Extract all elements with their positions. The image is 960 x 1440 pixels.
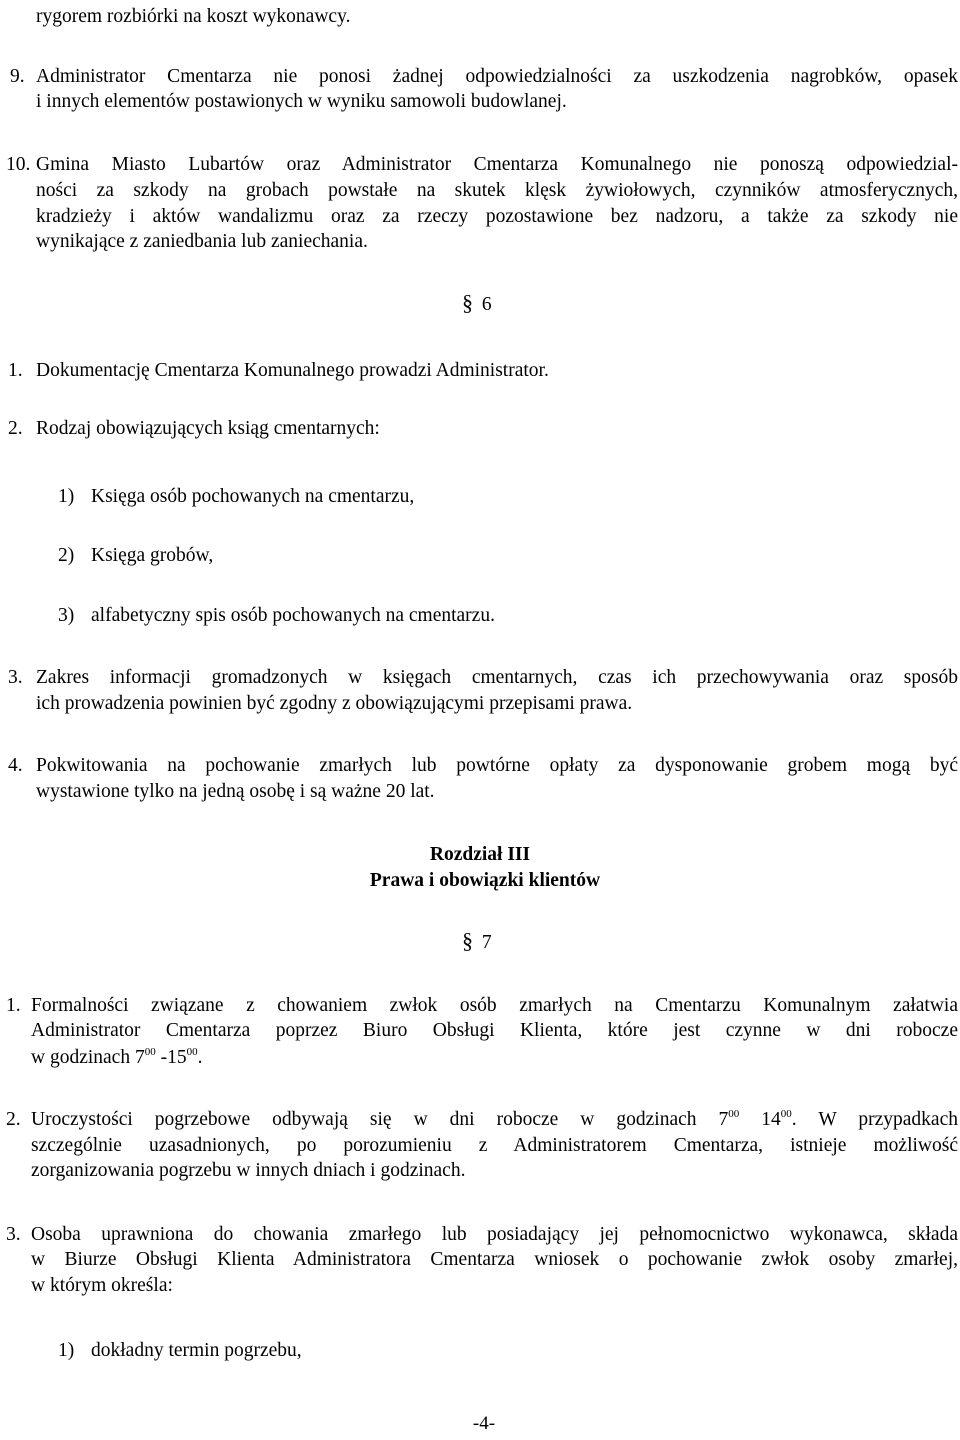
list-item-number: 2) — [58, 545, 75, 566]
section-6-point-3-line: ich prowadzenia powinien być zgodny z obowiązującymi przepisami prawa. — [36, 693, 633, 714]
section-number: 6 — [481, 294, 492, 315]
section-heading-7 — [462, 928, 492, 956]
list-item-number: 3) — [58, 605, 75, 626]
list-item: alfabetyczny spis osób pochowanych na cmentarzu. — [91, 605, 495, 626]
section-7-point-2-line: Uroczystości pogrzebowe odbywają się w dni robocze w godzinach $7^{00}$ $14^{00}$. W przypadkach — [31, 1108, 958, 1130]
section-7-point-1-line: Formalności związane z chowaniem zwłok osób zmarłych na Cmentarzu Komunalnym załatwia — [31, 995, 958, 1016]
paragraph-9-line: Administrator Cmentarza nie ponosi żadnej odpowiedzialności za uszkodzenia nagrobków, opasek — [36, 66, 958, 87]
point-number: 4. — [8, 755, 23, 776]
section-7-point-3-line: w Biurze Obsługi Klienta Administratora Cmentarza wniosek o pochowanie zwłok osoby zmarłej, — [31, 1249, 958, 1270]
list-item: dokładny termin pogrzebu, — [91, 1340, 302, 1361]
section-6-point-4-line: Pokwitowania na pochowanie zmarłych lub powtórne opłaty za dysponowanie grobem mogą być — [36, 755, 958, 776]
section-7-point-3-line: w którym określa: — [31, 1275, 173, 1296]
list-item-number: 1) — [58, 1340, 75, 1361]
point-number: 2. — [6, 1109, 21, 1130]
point-number: 1. — [6, 995, 21, 1016]
section-7-point-1-line: w godzinach $7^{00}$ $-15^{00}$. — [31, 1046, 203, 1068]
section-number: 7 — [481, 932, 492, 953]
paragraph-10-line: ności za szkody na grobach powstałe na skutek klęsk żywiołowych, czynników atmosferycznych, — [36, 180, 958, 201]
paragraph-number: 9. — [10, 66, 25, 87]
continuation-line: rygorem rozbiórki na koszt wykonawcy. — [36, 6, 351, 27]
paragraph-10-line: Gmina Miasto Lubartów oraz Administrator Cmentarza Komunalnego nie ponoszą odpowiedzial- — [36, 154, 958, 175]
paragraph-10-line: wynikające z zaniedbania lub zaniechania. — [36, 231, 368, 252]
page-number: -4- — [472, 1413, 496, 1434]
section-6-point-1: Dokumentację Cmentarza Komunalnego prowadzi Administrator. — [36, 360, 549, 381]
list-item: Księga osób pochowanych na cmentarzu, — [91, 486, 415, 507]
point-number: 1. — [8, 360, 23, 381]
section-7-point-1-line: Administrator Cmentarza poprzez Biuro Obsługi Klienta, które jest czynne w dni robocze — [31, 1020, 958, 1041]
chapter-title: Rozdział III — [429, 844, 531, 865]
paragraph-number: 10. — [6, 154, 31, 175]
section-7-point-2-line: szczególnie uzasadnionych, po porozumieniu z Administratorem Cmentarza, istnieje możliwość — [31, 1135, 958, 1156]
section-heading-6 — [462, 290, 492, 318]
list-item: Księga grobów, — [91, 545, 214, 566]
point-number: 3. — [8, 667, 23, 688]
section-6-point-2: Rodzaj obowiązujących ksiąg cmentarnych: — [36, 418, 380, 439]
point-number: 3. — [6, 1224, 21, 1245]
section-symbol: § — [462, 290, 473, 315]
list-item-number: 1) — [58, 486, 75, 507]
point-number: 2. — [8, 418, 23, 439]
paragraph-10-line: kradzieży i aktów wandalizmu oraz za rzeczy pozostawione bez nadzoru, a także za szkody nie — [36, 206, 958, 227]
section-6-point-4-line: wystawione tylko na jedną osobę i są ważne 20 lat. — [36, 781, 435, 802]
section-7-point-3-line: Osoba uprawniona do chowania zmarłego lub posiadający jej pełnomocnictwo wykonawca, składa — [31, 1224, 958, 1245]
section-6-point-3-line: Zakres informacji gromadzonych w księgach cmentarnych, czas ich przechowywania oraz sposób — [36, 667, 958, 688]
chapter-subtitle: Prawa i obowiązki klientów — [369, 870, 601, 891]
section-symbol: § — [462, 928, 473, 953]
section-7-point-2-line: zorganizowania pogrzebu w innych dniach i godzinach. — [31, 1160, 466, 1181]
paragraph-9-line: i innych elementów postawionych w wyniku samowoli budowlanej. — [36, 91, 567, 112]
